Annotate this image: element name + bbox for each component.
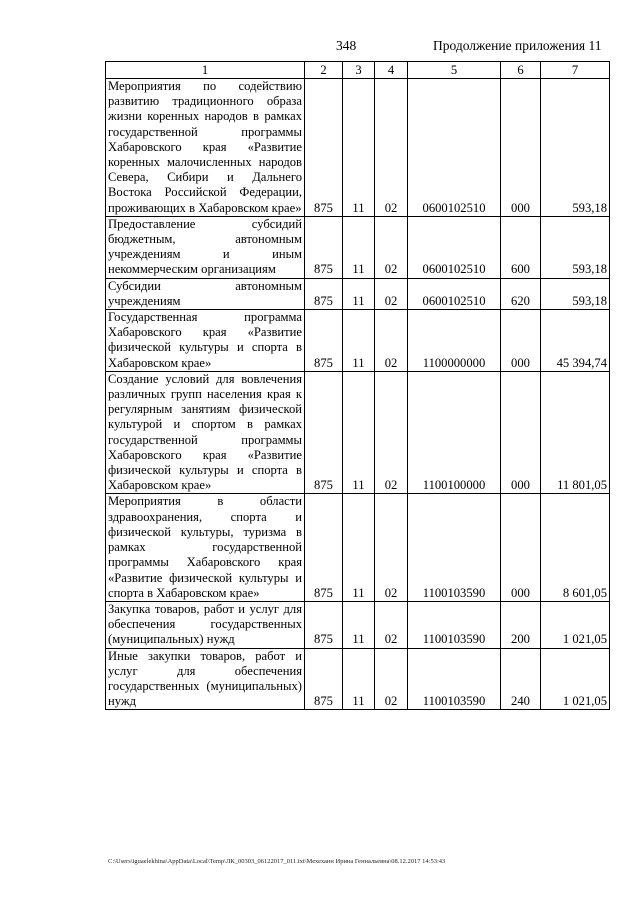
row-col-6: 240 bbox=[501, 648, 541, 710]
row-col-5: 1100103590 bbox=[408, 601, 501, 648]
row-col-3: 11 bbox=[343, 648, 375, 710]
row-name: Предоставление субсидий бюджетным, автономным учреждениям и иным некоммерческим организациям bbox=[106, 216, 305, 278]
row-col-2: 875 bbox=[305, 79, 343, 217]
row-col-3: 11 bbox=[343, 216, 375, 278]
row-col-7: 1 021,05 bbox=[541, 601, 610, 648]
row-col-5: 1100103590 bbox=[408, 648, 501, 710]
header-col-7: 7 bbox=[541, 62, 610, 79]
row-col-6: 620 bbox=[501, 278, 541, 309]
row-col-4: 02 bbox=[375, 278, 408, 309]
header-col-1: 1 bbox=[106, 62, 305, 79]
row-col-6: 000 bbox=[501, 494, 541, 601]
row-col-3: 11 bbox=[343, 601, 375, 648]
row-col-3: 11 bbox=[343, 310, 375, 372]
row-col-7: 593,18 bbox=[541, 79, 610, 217]
table-row bbox=[106, 79, 610, 217]
row-col-7: 593,18 bbox=[541, 278, 610, 309]
row-name: Субсидии автономным учреждениям bbox=[106, 278, 305, 309]
row-col-2: 875 bbox=[305, 648, 343, 710]
row-col-5: 1100000000 bbox=[408, 310, 501, 372]
row-col-4: 02 bbox=[375, 494, 408, 601]
row-col-5: 0600102510 bbox=[408, 79, 501, 217]
row-name: Создание условий для вовлечения различных групп населения края к регулярным занятиям физической культурой и спортом в рамках государственной программы Хабаровского края «Развитие физической культуры и спорта в Хабаровском крае» bbox=[106, 371, 305, 494]
header-row bbox=[106, 62, 610, 79]
row-col-7: 45 394,74 bbox=[541, 310, 610, 372]
row-col-5: 0600102510 bbox=[408, 278, 501, 309]
table-row bbox=[106, 601, 610, 648]
row-col-6: 000 bbox=[501, 371, 541, 494]
row-name: Государственная программа Хабаровского края «Развитие физической культуры и спорта в Хабаровском крае» bbox=[106, 310, 305, 372]
header-col-3: 3 bbox=[343, 62, 375, 79]
row-col-5: 1100100000 bbox=[408, 371, 501, 494]
row-col-4: 02 bbox=[375, 216, 408, 278]
budget-table bbox=[105, 61, 610, 710]
page-number: 348 bbox=[336, 38, 357, 53]
table-row bbox=[106, 310, 610, 372]
table-row bbox=[106, 371, 610, 494]
row-col-6: 600 bbox=[501, 216, 541, 278]
row-col-4: 02 bbox=[375, 648, 408, 710]
file-path-footer: C:\Users\iguaelekhina\AppData\Local\Temp\ЛК_00303_06122017_011.txt\Мехеханн Ирина Геннальевна\08.12.2017 14:53:43 bbox=[108, 858, 446, 865]
row-col-7: 1 021,05 bbox=[541, 648, 610, 710]
table-row bbox=[106, 278, 610, 309]
row-col-4: 02 bbox=[375, 601, 408, 648]
row-col-3: 11 bbox=[343, 79, 375, 217]
row-col-2: 875 bbox=[305, 310, 343, 372]
row-name: Закупка товаров, работ и услуг для обеспечения государственных (муниципальных) нужд bbox=[106, 601, 305, 648]
row-name: Иные закупки товаров, работ и услуг для обеспечения государственных (муниципальных) нужд bbox=[106, 648, 305, 710]
row-col-5: 1100103590 bbox=[408, 494, 501, 601]
row-col-2: 875 bbox=[305, 601, 343, 648]
row-col-3: 11 bbox=[343, 278, 375, 309]
row-col-2: 875 bbox=[305, 494, 343, 601]
row-col-4: 02 bbox=[375, 371, 408, 494]
row-col-6: 200 bbox=[501, 601, 541, 648]
row-col-2: 875 bbox=[305, 216, 343, 278]
header-col-4: 4 bbox=[375, 62, 408, 79]
row-col-5: 0600102510 bbox=[408, 216, 501, 278]
header-col-5: 5 bbox=[408, 62, 501, 79]
row-col-2: 875 bbox=[305, 371, 343, 494]
continuation-label: Продолжение приложения 11 bbox=[433, 38, 602, 53]
row-col-4: 02 bbox=[375, 79, 408, 217]
row-name: Мероприятия по содействию развитию традиционного образа жизни коренных народов в рамках государственной программы Хабаровского края «Развитие коренных малочисленных народов Севера, Сибири и Дальнего Востока Российской Федерации, проживающих в Хабаровском крае» bbox=[106, 79, 305, 217]
row-col-7: 8 601,05 bbox=[541, 494, 610, 601]
header-col-2: 2 bbox=[305, 62, 343, 79]
row-col-7: 593,18 bbox=[541, 216, 610, 278]
row-name: Мероприятия в области здравоохранения, спорта и физической культуры, туризма в рамках государственной программы Хабаровского края «Развитие физической культуры и спорта в Хабаровском крае» bbox=[106, 494, 305, 601]
row-col-2: 875 bbox=[305, 278, 343, 309]
row-col-3: 11 bbox=[343, 371, 375, 494]
table-row bbox=[106, 494, 610, 601]
table-row bbox=[106, 648, 610, 710]
row-col-6: 000 bbox=[501, 79, 541, 217]
row-col-6: 000 bbox=[501, 310, 541, 372]
row-col-7: 11 801,05 bbox=[541, 371, 610, 494]
row-col-3: 11 bbox=[343, 494, 375, 601]
row-col-4: 02 bbox=[375, 310, 408, 372]
header-col-6: 6 bbox=[501, 62, 541, 79]
table-row bbox=[106, 216, 610, 278]
